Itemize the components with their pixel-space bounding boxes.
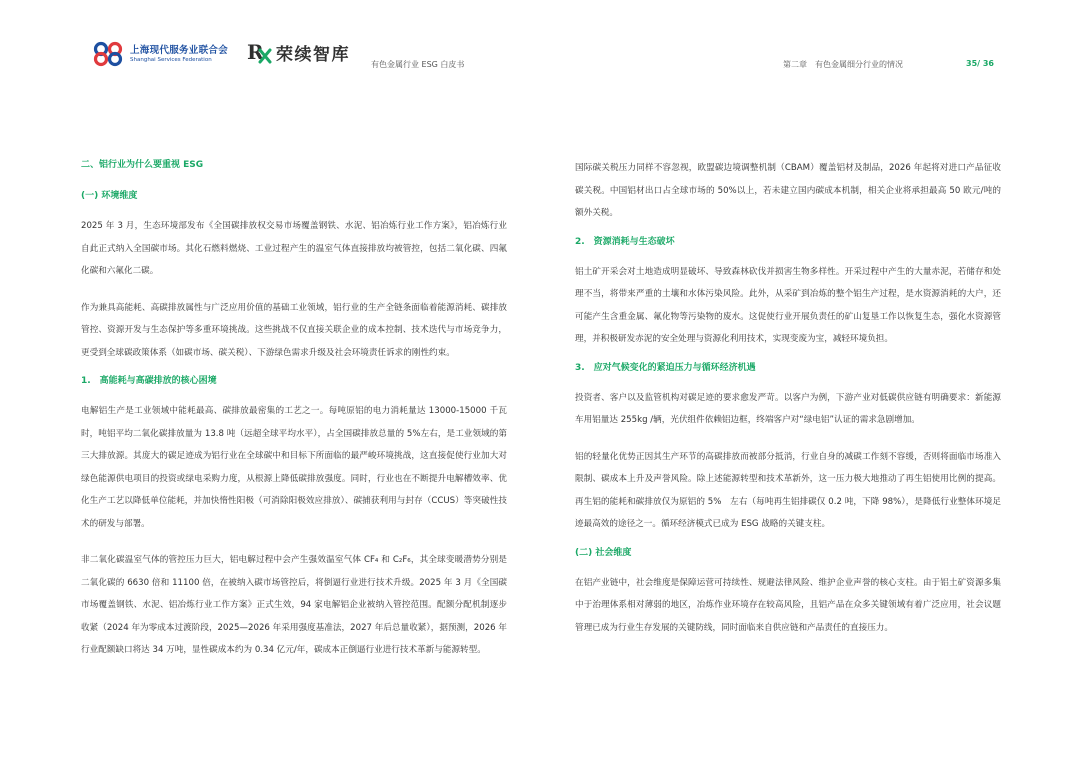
paragraph: 电解铝生产是工业领域中能耗最高、碳排放最密集的工艺之一。每吨原铝的电力消耗量达 13000-15000 千瓦时，吨铝平均二氧化碳排放量为 13.8 吨（远超全球平均水平），占全国碳排放总量的 5%左右，是工业领域的第三大排放源。其庞大的碳足迹成为铝行业在全球碳中和目标下所面临的最严峻环境挑战，这直接促使行业加大对绿色能源供电项目的投资或绿电采购力度，从根源上降低碳排放强度。同时，行业也在不断提升电解槽效率、优化生产工艺以降低单位能耗，并加快惰性阳极（可消除阳极效应排放）、碳捕获利用与封存（CCUS）等突破性技术的研发与部署。 xyxy=(81,406,507,529)
paragraph: 铝土矿开采会对土地造成明显破坏、导致森林砍伐并损害生物多样性。开采过程中产生的大量赤泥，若储存和处理不当，将带来严重的土壤和水体污染风险。此外，从采矿到冶炼的整个铝生产过程，是水资源消耗的大户，还可能产生含重金属、氟化物等污染物的废水。这促使行业开展负责任的矿山复垦工作以恢复生态，强化水资源管理，并积极研发赤泥的安全处理与资源化利用技术，实现变废为宝，减轻环境负担。 xyxy=(575,266,1001,344)
heading-energy-carbon: 1. 高能耗与高碳排放的核心困境 xyxy=(81,376,217,386)
ssf-logo-icon xyxy=(92,41,126,67)
page-number: 35/ 36 xyxy=(966,59,994,68)
paragraph: 作为兼具高能耗、高碳排放属性与广泛应用价值的基础工业领域，铝行业的生产全链条面临着能源消耗、碳排放管控、资源开发与生态保护等多重环境挑战。这些挑战不仅直接关联企业的成本控制、技术迭代与市场竞争力，更受到全球碳政策体系（如碳市场、碳关税）、下游绿色需求升级及社会环境责任诉求的刚性约束。 xyxy=(81,302,507,358)
paragraph: 在铝产业链中，社会维度是保障运营可持续性、规避法律风险、维护企业声誉的核心支柱。由于铝土矿资源多集中于治理体系相对薄弱的地区，冶炼作业环境存在较高风险，且铝产品在众多关键领域有着广泛应用，社会议题管理已成为行业生存发展的关键防线，同时面临来自供应链和产品责任的直接压力。 xyxy=(575,577,1001,633)
paragraph: 2025 年 3 月，生态环境部发布《全国碳排放权交易市场覆盖钢铁、水泥、铝冶炼行业工作方案》，铝冶炼行业自此正式纳入全国碳市场。其化石燃料燃烧、工业过程产生的温室气体直接排放均被管控，包括二氧化碳、四氟化碳和六氟化二碳。 xyxy=(81,221,507,276)
rx-logo xyxy=(246,39,350,65)
paragraph: 投资者、客户以及监管机构对碳足迹的要求愈发严苛。以客户为例，下游产业对低碳供应链有明确要求：新能源车用铝量达 255kg /辆，光伏组件依赖铝边框，终端客户对“绿电铝”认证的需求急剧增加。 xyxy=(575,392,1001,425)
document-title: 有色金属行业 ESG 白皮书 xyxy=(371,60,465,69)
paragraph: 铝的轻量化优势正因其生产环节的高碳排放而被部分抵消，行业自身的减碳工作刻不容缓，否则将面临市场准入限制、碳成本上升及声誉风险。除上述能源转型和技术革新外，这一压力极大地推动了再生铝使用比例的提高。再生铝的能耗和碳排放仅为原铝的 5% 左右（每吨再生铝排碳仅 0.2 吨，下降 98%），是降低行业整体环境足迹最高效的途径之一。循环经济模式已成为 ESG 战略的关键支柱。 xyxy=(575,451,1001,529)
heading-climate-circular: 3. 应对气候变化的紧迫压力与循环经济机遇 xyxy=(575,362,756,373)
subsection-social: (二) 社会维度 xyxy=(575,547,632,558)
page-header xyxy=(0,0,1080,90)
svg-text:R: R xyxy=(247,40,264,64)
left-column xyxy=(81,158,507,662)
think-tank-name: 荣续智库 xyxy=(276,44,350,65)
org-name-en: Shanghai Services Federation xyxy=(130,56,212,63)
chapter-title: 第二章 有色金属细分行业的情况 xyxy=(783,60,903,69)
paragraph: 非二氧化碳温室气体的管控压力巨大，铝电解过程中会产生强效温室气体 CF₄ 和 C₂F₆，其全球变暖潜势分别是二氧化碳的 6630 倍和 11100 倍，在被纳入碳市场管控后，将倒逼行业进行技术升级。2025 年 3 月《全国碳市场覆盖钢铁、水泥、铝冶炼行业工作方案》正式生效，94 家电解铝企业被纳入管控范围。配额分配机制逐步收紧（2024 年为零成本过渡阶段，2025—2026 年采用强度基准法，2027 年后总量收紧），据预测，2026 年行业配额缺口将达 34 万吨，显性碳成本约为 0.34 亿元/年，碳成本正倒逼行业进行技术革新与能源转型。 xyxy=(81,555,507,655)
rx-logo-icon xyxy=(246,39,272,65)
subsection-environment: (一) 环境维度 xyxy=(81,191,138,201)
section-title: 二、铝行业为什么要重视 ESG xyxy=(81,160,204,170)
right-column xyxy=(575,157,1001,639)
ssf-logo xyxy=(92,41,228,67)
org-name-cn: 上海现代服务业联合会 xyxy=(130,44,229,56)
paragraph: 国际碳关税压力同样不容忽视，欧盟碳边境调整机制（CBAM）覆盖铝材及制品，2026 年起将对进口产品征收碳关税。中国铝材出口占全球市场的 50%以上，若未建立国内碳成本机制，相关企业将承担最高 50 欧元/吨的额外关税。 xyxy=(575,163,1001,218)
heading-resources-ecology: 2. 资源消耗与生态破坏 xyxy=(575,236,675,247)
